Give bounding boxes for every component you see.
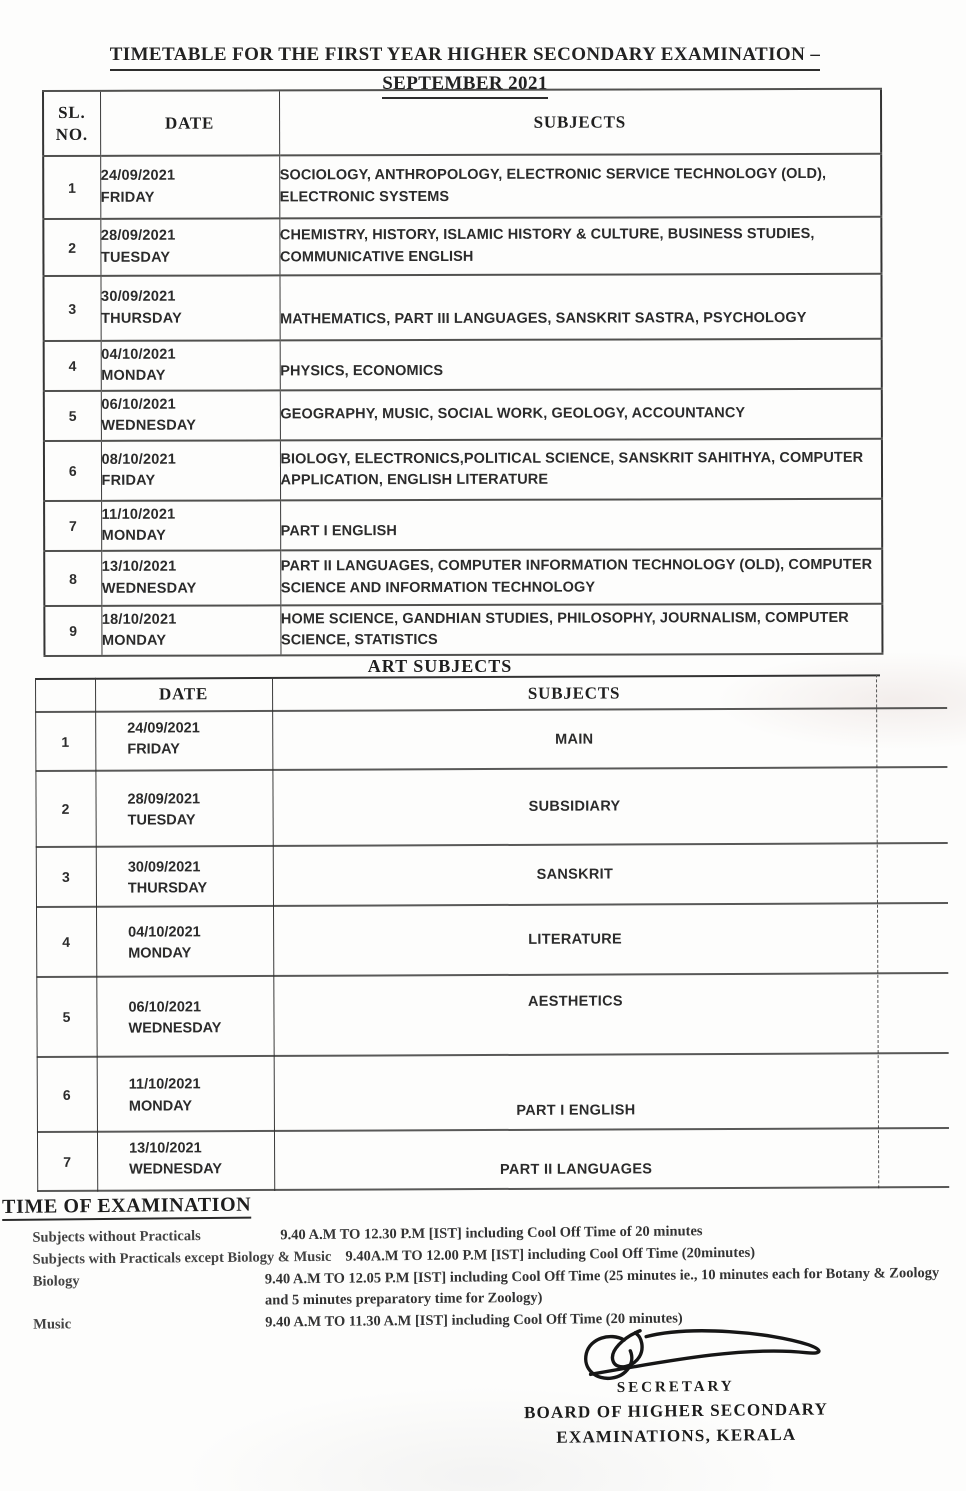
- header-subjects: SUBJECTS: [279, 89, 881, 156]
- art-subjects-table: [35, 674, 949, 1192]
- row-date: [96, 977, 273, 1056]
- day-value: MONDAY: [101, 632, 167, 649]
- time-of-examination-heading: TIME OF EXAMINATION: [2, 1194, 251, 1221]
- row-sl: 7: [44, 501, 101, 551]
- row-subjects: PART I ENGLISH: [280, 499, 882, 551]
- row-subject: AESTHETICS: [527, 993, 623, 1010]
- date-value: 28/09/2021: [100, 228, 176, 245]
- row-sl: 5: [44, 391, 101, 441]
- day-value: FRIDAY: [100, 189, 155, 206]
- main-timetable: [42, 88, 883, 657]
- row-date: [96, 907, 273, 976]
- secretary-label: SECRETARY: [616, 1378, 735, 1397]
- header-no: NO.: [55, 124, 88, 144]
- row-date: [101, 500, 280, 550]
- table-row: [36, 904, 948, 978]
- row-date: [101, 340, 280, 390]
- board-location-label: EXAMINATIONS, KERALA: [556, 1424, 797, 1447]
- time-entry-value: 9.40 A.M TO 12.30 P.M [IST] including Cool Off Time of 20 minutes: [280, 1223, 703, 1244]
- table-row: [35, 768, 947, 848]
- day-value: THURSDAY: [101, 310, 182, 327]
- date-value: 04/10/2021: [128, 924, 201, 941]
- row-subjects: PART II LANGUAGES, COMPUTER INFORMATION TECHNOLOGY (OLD), COMPUTER SCIENCE AND INFORMATION TECHNOLOGY: [280, 549, 882, 606]
- day-value: WEDNESDAY: [101, 417, 197, 434]
- date-value: 08/10/2021: [101, 451, 177, 468]
- table-row: [36, 844, 948, 908]
- day-value: TUESDAY: [127, 812, 196, 829]
- row-date: [97, 1132, 274, 1190]
- board-label: BOARD OF HIGHER SECONDARY: [523, 1399, 829, 1423]
- time-entry-label: Music: [33, 1316, 72, 1333]
- row-sl: 3: [43, 276, 100, 341]
- art-table-header-row: [35, 674, 947, 713]
- row-sl: 6: [62, 1086, 71, 1103]
- date-value: 04/10/2021: [101, 346, 176, 363]
- row-sl: 8: [44, 551, 101, 606]
- date-value: 30/09/2021: [101, 289, 176, 306]
- date-value: 13/10/2021: [101, 559, 177, 576]
- table-row: [35, 709, 947, 772]
- row-subject: MAIN: [555, 731, 594, 748]
- header-sl: SL.: [58, 103, 86, 123]
- page-title-line2: SEPTEMBER 2021: [382, 71, 548, 100]
- table-row: [43, 154, 881, 219]
- row-date: [97, 1057, 274, 1131]
- table-row: [44, 389, 882, 441]
- table-row: [37, 1129, 949, 1192]
- row-subject: PART I ENGLISH: [516, 1102, 636, 1119]
- row-date: [100, 275, 279, 340]
- header-date: DATE: [100, 90, 279, 155]
- row-subjects: CHEMISTRY, HISTORY, ISLAMIC HISTORY & CULTURE, BUSINESS STUDIES, COMMUNICATIVE ENGLISH: [279, 217, 881, 276]
- day-value: MONDAY: [101, 527, 167, 544]
- row-sl: 2: [61, 800, 70, 817]
- row-sl: 4: [62, 933, 71, 950]
- page-title-line1: TIMETABLE FOR THE FIRST YEAR HIGHER SECONDARY EXAMINATION –: [110, 42, 821, 71]
- table-row: [43, 274, 881, 341]
- day-value: WEDNESDAY: [128, 1020, 222, 1037]
- date-value: 18/10/2021: [101, 611, 177, 628]
- row-subjects: HOME SCIENCE, GANDHIAN STUDIES, PHILOSOPHY, JOURNALISM, COMPUTER SCIENCE, STATISTICS: [280, 604, 882, 656]
- day-value: TUESDAY: [100, 249, 171, 266]
- row-sl: 6: [44, 441, 101, 501]
- row-sl: 2: [43, 219, 100, 276]
- table-row: [44, 499, 882, 551]
- art-header-date: DATE: [158, 684, 209, 704]
- date-value: 28/09/2021: [127, 791, 201, 808]
- table-row: [44, 604, 882, 656]
- row-subjects: GEOGRAPHY, MUSIC, SOCIAL WORK, GEOLOGY, ACCOUNTANCY: [280, 389, 882, 441]
- table-row: [37, 1054, 949, 1133]
- signature-block: [455, 1321, 896, 1449]
- time-entries: [32, 1219, 959, 1336]
- time-entry: [33, 1263, 959, 1314]
- header-sl-no: [43, 91, 100, 156]
- table-row: [43, 217, 881, 276]
- day-value: THURSDAY: [127, 880, 208, 897]
- date-value: 24/09/2021: [100, 168, 176, 185]
- day-value: WEDNESDAY: [129, 1161, 223, 1178]
- date-value: 30/09/2021: [127, 859, 201, 876]
- date-value: 24/09/2021: [127, 720, 200, 737]
- day-value: FRIDAY: [127, 741, 180, 758]
- row-subjects: PHYSICS, ECONOMICS: [280, 339, 882, 391]
- day-value: MONDAY: [128, 945, 192, 962]
- time-entry-value: 9.40 A.M TO 12.05 P.M [IST] including Cool Off Time (25 minutes ie., 10 minutes each for Botany & Zoology and 5 minutes preparatory time for Zoology): [264, 1265, 940, 1309]
- date-value: 13/10/2021: [129, 1140, 202, 1157]
- date-value: 06/10/2021: [101, 396, 176, 413]
- date-value: 11/10/2021: [128, 1076, 201, 1094]
- date-value: 06/10/2021: [128, 999, 202, 1016]
- table-row: [44, 549, 882, 606]
- row-sl: 3: [61, 868, 70, 885]
- row-sl: 7: [63, 1153, 72, 1170]
- row-date: [96, 847, 273, 906]
- row-subject: LITERATURE: [528, 931, 623, 948]
- day-value: MONDAY: [101, 367, 166, 384]
- row-subject: PART II LANGUAGES: [499, 1161, 653, 1178]
- table-row: [36, 974, 948, 1058]
- table-row: [44, 439, 882, 501]
- date-value: 11/10/2021: [101, 506, 176, 523]
- day-value: FRIDAY: [101, 472, 156, 489]
- row-sl: 4: [44, 341, 101, 391]
- row-sl: 1: [61, 733, 70, 750]
- row-subjects: MATHEMATICS, PART III LANGUAGES, SANSKRIT SASTRA, PSYCHOLOGY: [279, 274, 881, 341]
- row-sl: 5: [62, 1008, 71, 1025]
- row-date: [100, 218, 279, 275]
- time-entry-label: Subjects with Practicals except Biology & Music: [32, 1248, 332, 1268]
- row-date: [100, 155, 279, 218]
- art-header-subjects: SUBJECTS: [527, 683, 621, 703]
- time-entry-label: Biology: [32, 1273, 80, 1290]
- main-table-header-row: [43, 89, 881, 156]
- day-value: WEDNESDAY: [101, 580, 197, 597]
- row-subjects: SOCIOLOGY, ANTHROPOLOGY, ELECTRONIC SERVICE TECHNOLOGY (OLD), ELECTRONIC SYSTEMS: [279, 154, 881, 219]
- row-date: [101, 605, 280, 655]
- row-date: [101, 440, 280, 500]
- row-date: [95, 712, 272, 770]
- row-subjects: BIOLOGY, ELECTRONICS,POLITICAL SCIENCE, SANSKRIT SAHITHYA, COMPUTER APPLICATION, ENGLISH LITERATURE: [280, 439, 882, 501]
- time-entry-label: Subjects without Practicals: [32, 1228, 201, 1246]
- row-subject: SANSKRIT: [536, 866, 614, 883]
- row-sl: 1: [43, 156, 100, 219]
- row-date: [101, 550, 280, 605]
- art-subjects-title: ART SUBJECTS: [367, 656, 513, 676]
- row-date: [95, 771, 272, 846]
- row-date: [101, 390, 280, 440]
- day-value: MONDAY: [128, 1097, 193, 1115]
- table-row: [44, 339, 882, 391]
- time-entry-value: 9.40A.M TO 12.00 P.M [IST] including Cool Off Time (20minutes): [345, 1244, 756, 1265]
- time-entry-value: 9.40 A.M TO 11.30 A.M [IST] including Cool Off Time (20 minutes): [265, 1310, 683, 1331]
- row-subject: SUBSIDIARY: [528, 798, 621, 815]
- row-sl: 9: [44, 606, 101, 656]
- time-of-examination-section: [0, 1187, 966, 1337]
